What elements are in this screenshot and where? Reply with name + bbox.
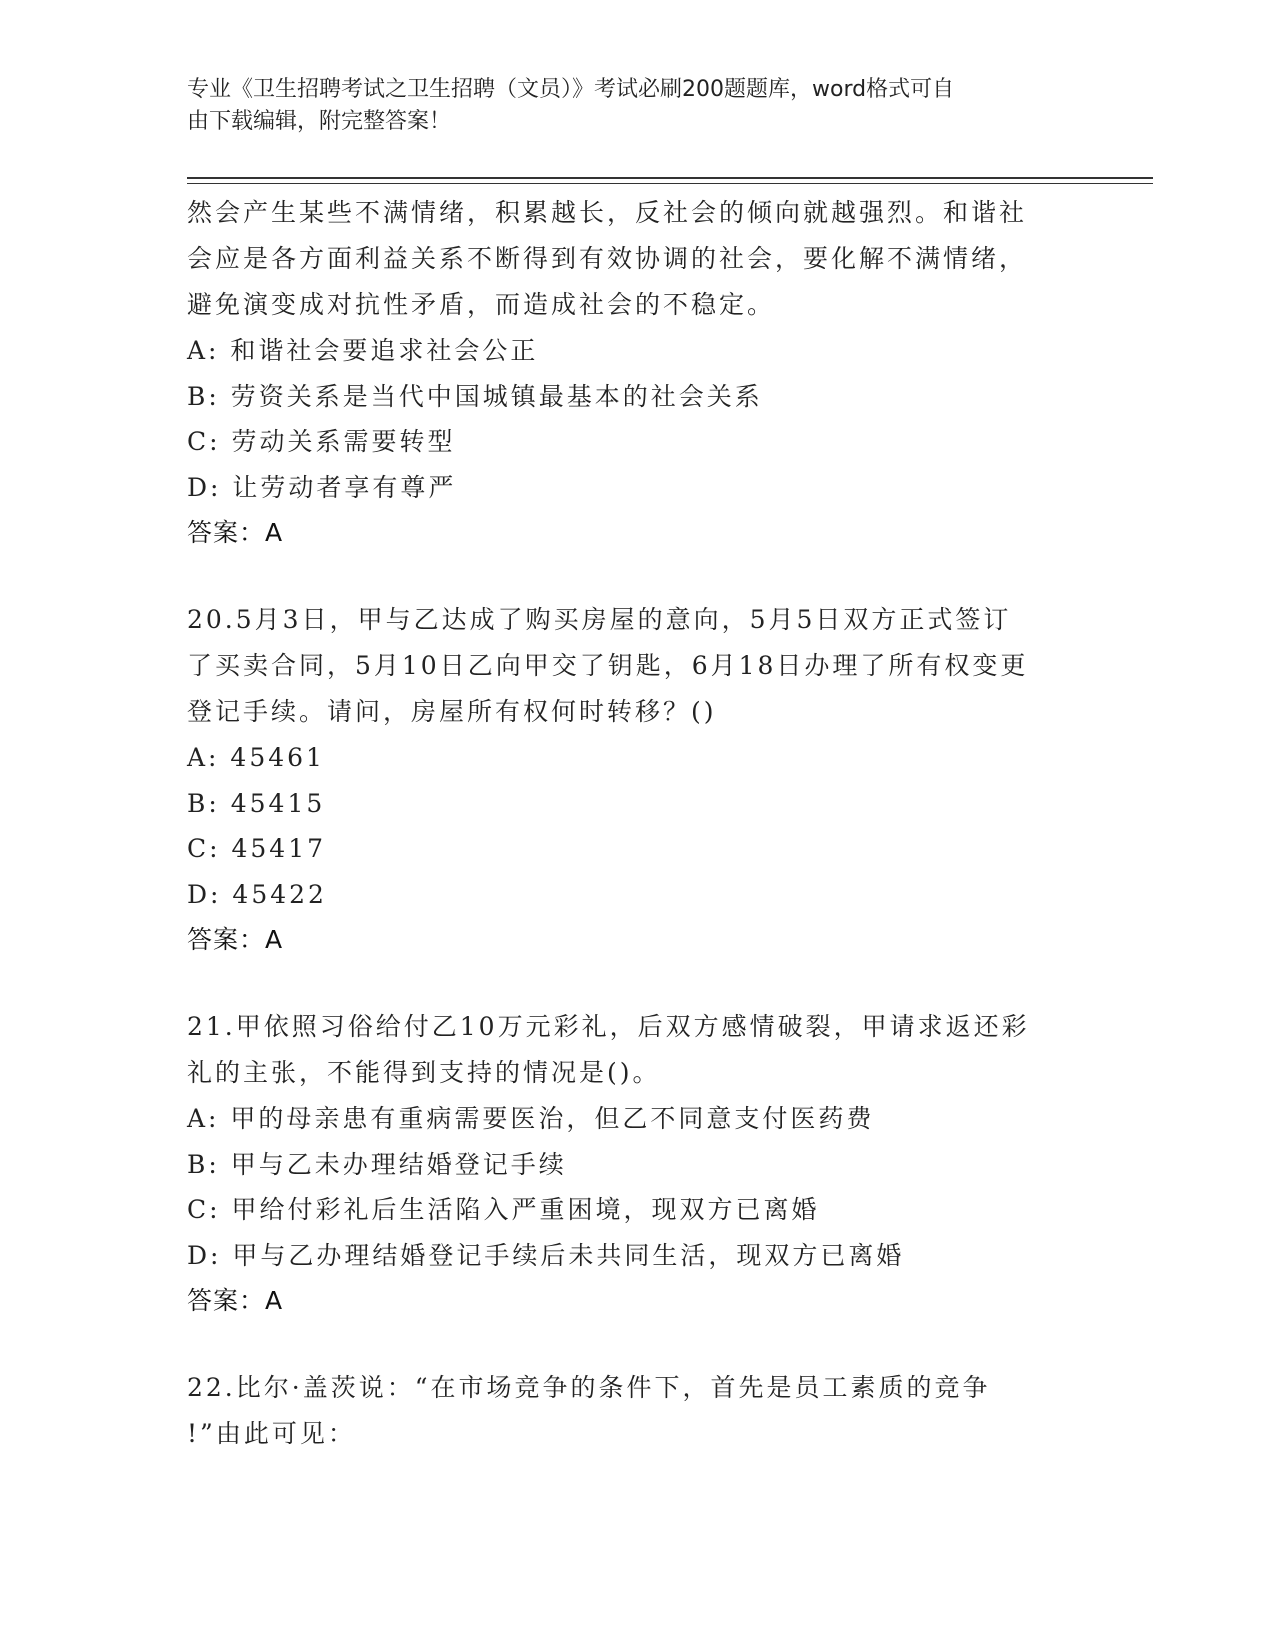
question-22	[187, 1365, 1087, 1457]
option-a: A: 和谐社会要追求社会公正	[187, 336, 539, 365]
question-text-line: 登记手续。请问，房屋所有权何时转移？()	[187, 697, 717, 726]
option-a: A: 45461	[187, 743, 325, 772]
question-text-line: 会应是各方面利益关系不断得到有效协调的社会，要化解不满情绪，	[187, 244, 1028, 273]
question-text-line: 礼的主张，不能得到支持的情况是()。	[187, 1058, 661, 1087]
answer-line: 答案：A	[187, 518, 284, 547]
option-a: A: 甲的母亲患有重病需要医治，但乙不同意支付医药费	[187, 1104, 875, 1133]
question-list	[187, 190, 1087, 1457]
option-d: D: 甲与乙办理结婚登记手续后未共同生活，现双方已离婚	[187, 1240, 905, 1270]
question-20	[187, 597, 1087, 963]
question-text-line: 然会产生某些不满情绪，积累越长，反社会的倾向就越强烈。和谐社	[187, 198, 1028, 227]
question-text-line: !”由此可见：	[187, 1419, 356, 1448]
option-d: D: 让劳动者享有尊严	[187, 472, 457, 502]
question-text-line: 避免演变成对抗性矛盾，而造成社会的不稳定。	[187, 290, 776, 319]
question-text-line: 21.甲依照习俗给付乙10万元彩礼，后双方感情破裂，甲请求返还彩	[187, 1012, 1030, 1041]
option-c: C: 45417	[187, 834, 327, 863]
question-text-line: 22.比尔·盖茨说：“在市场竞争的条件下，首先是员工素质的竞争	[187, 1373, 991, 1402]
option-c: C: 劳动关系需要转型	[187, 427, 456, 456]
header-line-2: 由下载编辑，附完整答案！	[187, 109, 452, 134]
question-19	[187, 190, 1087, 556]
option-d: D: 45422	[187, 879, 327, 909]
question-21	[187, 1004, 1087, 1324]
option-b: B: 甲与乙未办理结婚登记手续	[187, 1149, 567, 1179]
option-b: B: 45415	[187, 788, 326, 818]
page-header	[187, 74, 1067, 138]
option-c: C: 甲给付彩礼后生活陷入严重困境，现双方已离婚	[187, 1195, 820, 1224]
answer-line: 答案：A	[187, 1286, 284, 1315]
question-text-line: 20.5月3日，甲与乙达成了购买房屋的意向，5月5日双方正式签订	[187, 605, 1012, 634]
answer-line: 答案：A	[187, 925, 284, 954]
header-divider-thin	[187, 183, 1153, 184]
option-b: B: 劳资关系是当代中国城镇最基本的社会关系	[187, 381, 763, 411]
header-line-1: 专业《卫生招聘考试之卫生招聘（文员）》考试必刷200题题库，word格式可自	[187, 77, 955, 102]
question-text-line: 了买卖合同，5月10日乙向甲交了钥匙，6月18日办理了所有权变更	[187, 651, 1029, 680]
header-divider-thick	[187, 177, 1153, 179]
